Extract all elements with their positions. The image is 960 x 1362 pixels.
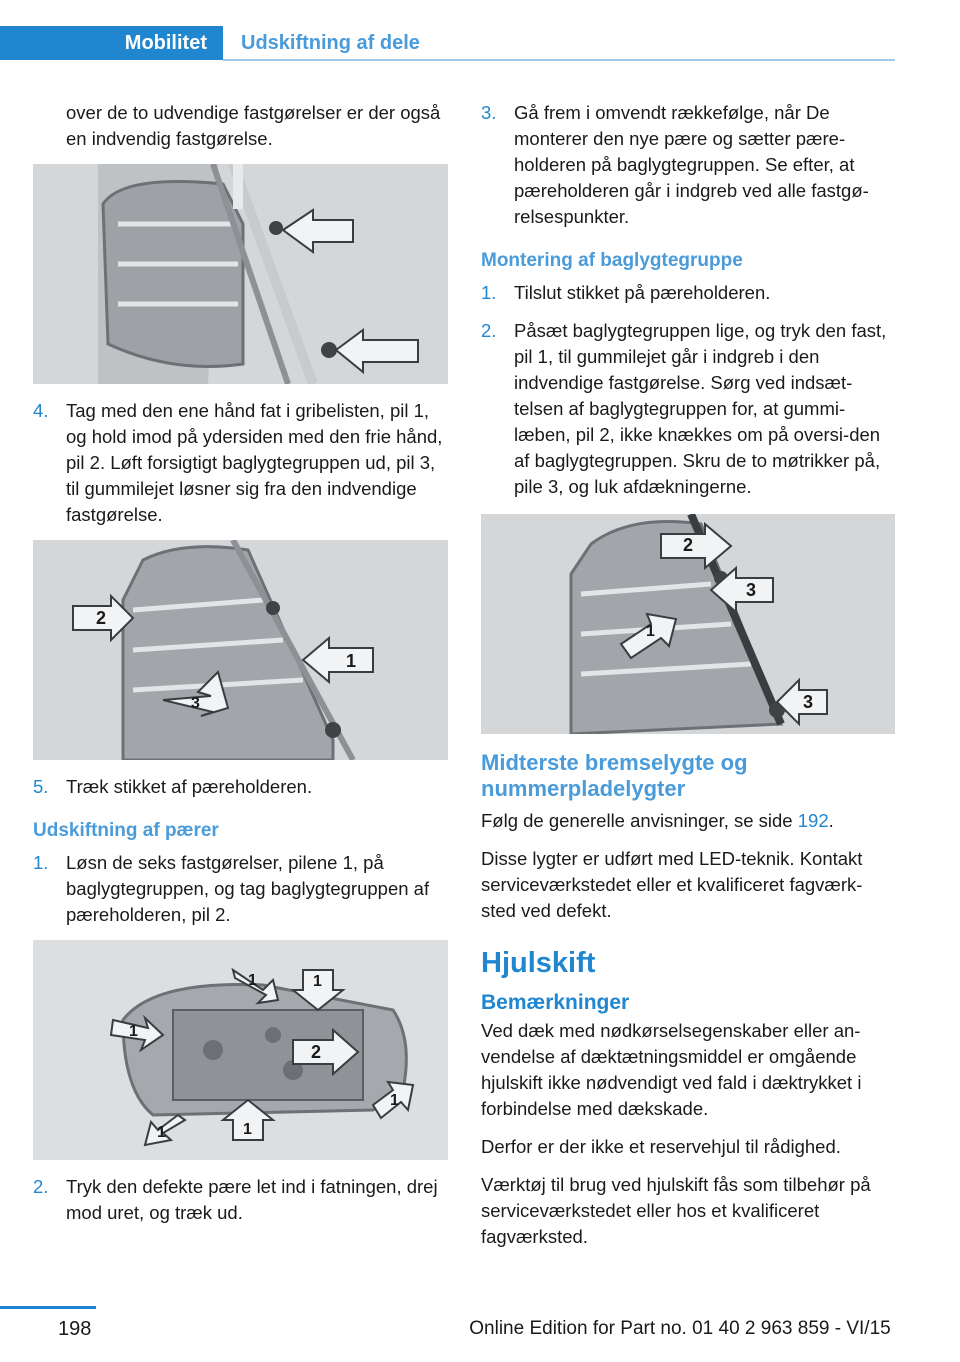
footer-rule: [0, 1306, 96, 1309]
fig2-label-1: 1: [346, 651, 357, 671]
page-header: [0, 0, 960, 64]
mount-step-2: [481, 318, 895, 500]
step-text: Gå frem i omvendt rækkefølge, når De monterer den nye pære og sætter pære-holderen på baglygtegruppen. Se efter, at pæreholderen går i indgreb ved alle fastgø-relsespunkter.: [514, 102, 869, 227]
step-text: Tilslut stikket på pæreholderen.: [514, 282, 771, 303]
step-text: Tryk den defekte pære let ind i fatningen, drej mod uret, og træk ud.: [66, 1176, 438, 1223]
fig2-label-3: 3: [191, 695, 200, 712]
fig3-label-c: 1: [129, 1023, 138, 1040]
notes-paragraph-3: Værktøj til brug ved hjulskift fås som tilbehør på serviceværkstedet eller hos et kvalificeret fagværksted.: [481, 1174, 871, 1247]
step-number: 5.: [33, 776, 49, 797]
chapter-heading-wheel-change: Hjulskift: [481, 947, 596, 979]
fig2-label-2: 2: [96, 608, 107, 628]
step-text: Træk stikket af pæreholderen.: [66, 776, 313, 797]
subheading-bulb-replacement: Udskiftning af pærer: [33, 820, 219, 841]
section-tab[interactable]: Mobilitet: [0, 26, 223, 60]
figure-remove-taillight: [33, 540, 448, 760]
fig4-label-3a: 3: [746, 580, 757, 600]
step-number: 2.: [33, 1176, 49, 1197]
notes-paragraph-2: Derfor er der ikke et reservehjul til rådighed.: [481, 1136, 841, 1157]
fig3-label-g: 1: [243, 1121, 252, 1138]
fig3-label-f: 1: [157, 1124, 166, 1141]
header-rule: [223, 59, 895, 61]
step-4: [33, 398, 448, 528]
figure-mount-taillight: [481, 514, 895, 734]
figure-taillight-fastenings: [33, 164, 448, 384]
subheading-mounting: Montering af baglygtegruppe: [481, 250, 743, 271]
bulb-step-3: [481, 100, 895, 230]
chapter-tab[interactable]: Udskiftning af dele: [241, 32, 420, 54]
brake-paragraph-2: Disse lygter er udført med LED-teknik. Kontakt serviceværkstedet eller et kvalificeret fagværk-sted ved defekt.: [481, 848, 863, 921]
step-number: 1.: [33, 852, 49, 873]
intro-paragraph: over de to udvendige fastgørelser er der også en indvendig fastgørelse.: [66, 102, 441, 149]
notes-paragraph-1: Ved dæk med nødkørselsegenskaber eller an-vendelse af dæktætningsmiddel er omgående hjulskift ikke nødvendigt ved fald i dæktrykket i forbindelse med dækskade.: [481, 1020, 862, 1119]
brake-paragraph-1: [481, 808, 895, 834]
subheading-notes: Bemærkninger: [481, 991, 630, 1014]
text-run: Følg de generelle anvisninger, se side: [481, 810, 798, 831]
fig4-label-2: 2: [683, 535, 694, 555]
step-number: 4.: [33, 400, 49, 421]
mount-step-1: [481, 280, 895, 306]
page-number: 198: [58, 1318, 92, 1340]
page-link[interactable]: 192: [797, 810, 829, 831]
step-5: [33, 774, 448, 800]
bulb-step-1: [33, 850, 448, 928]
fig3-label-b: 1: [313, 973, 322, 990]
right-column: [481, 100, 895, 1262]
left-column: [33, 100, 448, 1238]
step-number: 1.: [481, 282, 497, 303]
text-run: .: [828, 810, 834, 831]
step-text: Løsn de seks fastgørelser, pilene 1, på baglygtegruppen, og tag baglygtegruppen af pæreholderen, pil 2.: [66, 852, 430, 925]
step-number: 2.: [481, 320, 497, 341]
fig3-label-e: 1: [390, 1092, 399, 1109]
fig4-label-3b: 3: [803, 692, 814, 712]
bulb-step-2: [33, 1174, 448, 1226]
fig4-label-1: 1: [646, 623, 655, 640]
step-number: 3.: [481, 102, 497, 123]
edition-text: Online Edition for Part no. 01 40 2 963 859 - VI/15: [469, 1318, 891, 1339]
step-text: Påsæt baglygtegruppen lige, og tryk den fast, pil 1, til gummilejet går i indgreb i den indvendige fastgørelse. Sørg ved indsæt-telsen af baglygtegruppen for, at gummi-læben, pil 2, ikke knækkes om på oversi-den af baglygtegruppen. Skru de to møtrikker på, pile 3, og luk afdækningerne.: [514, 320, 887, 497]
figure-bulb-holder: [33, 940, 448, 1160]
fig3-label-d: 2: [311, 1042, 322, 1062]
fig3-label-a: 1: [248, 972, 257, 989]
step-text: Tag med den ene hånd fat i gribelisten, pil 1, og hold imod på ydersiden med den frie hånd, pil 2. Løft forsigtigt baglygtegruppen ud, pil 3, til gummilejet løsner sig fra den indvendige fastgørelse.: [66, 400, 443, 525]
section-heading-brake-lights: Midterste bremselygte og nummerpladelygter: [481, 750, 748, 801]
